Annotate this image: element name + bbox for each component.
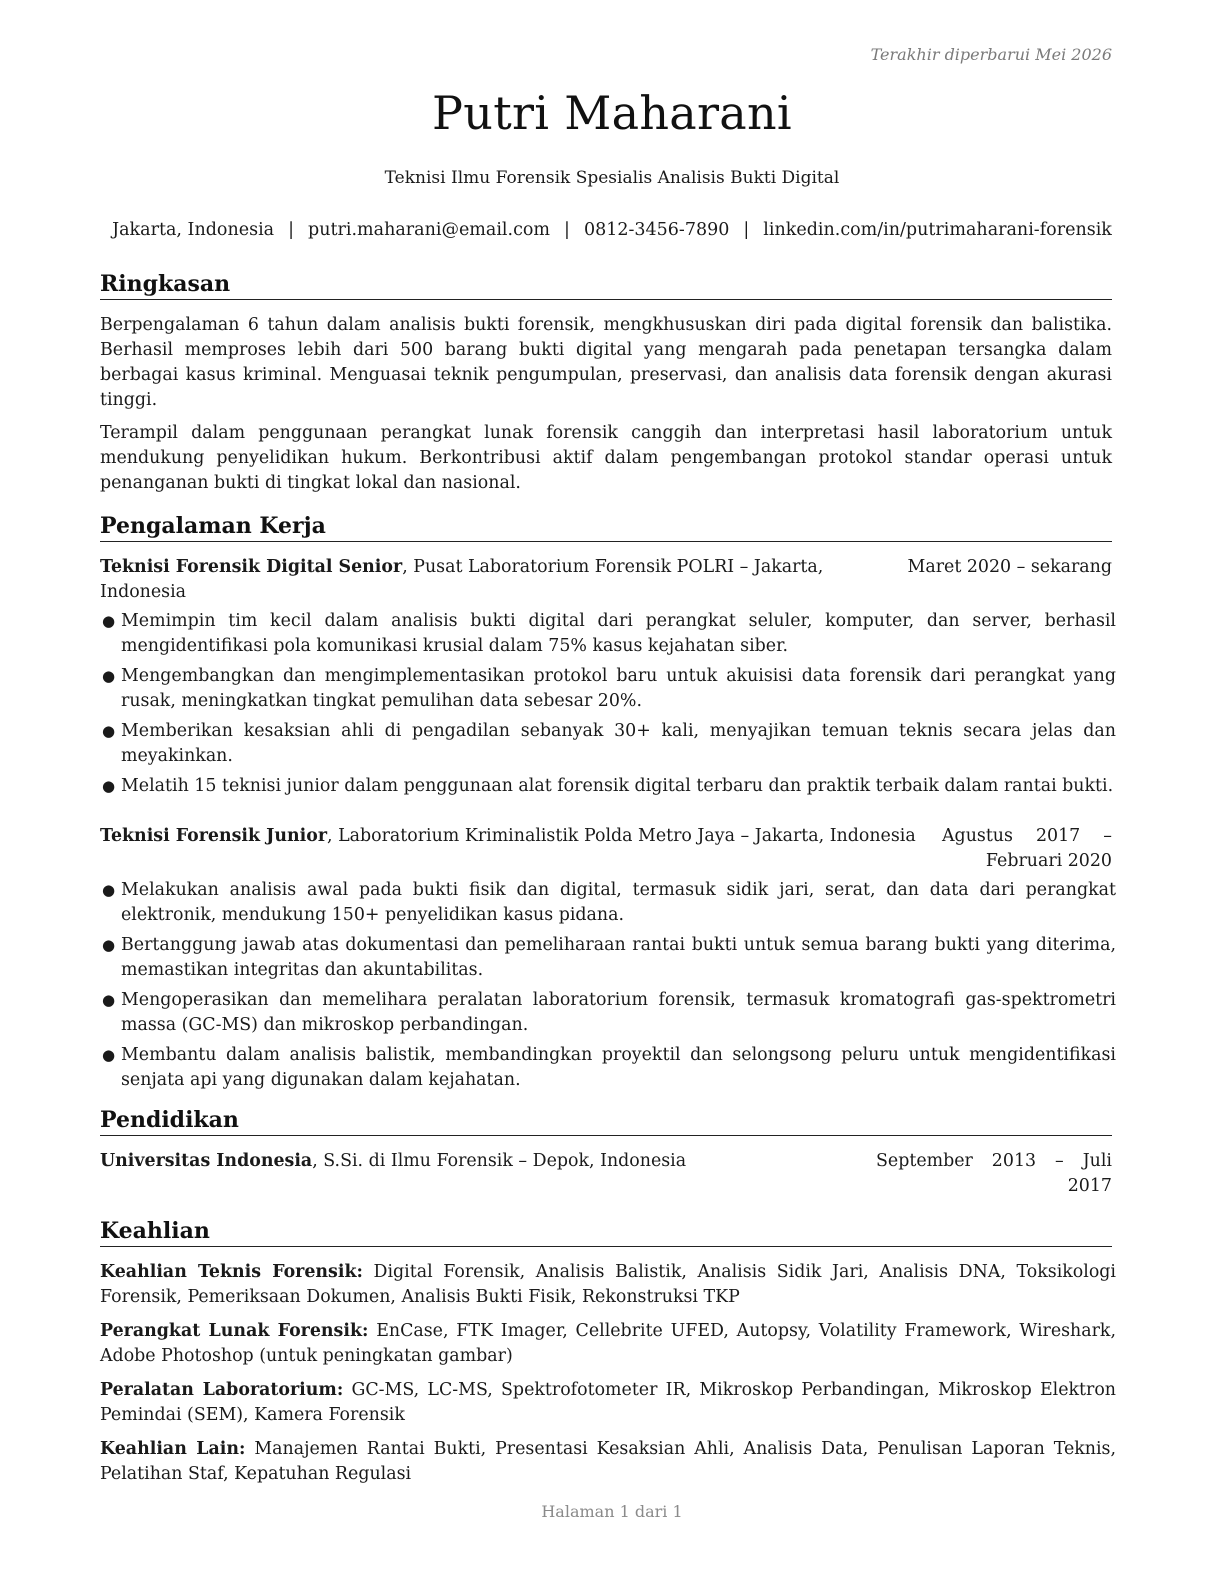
list-item: ● Melatih 15 teknisi junior dalam penggunaan alat forensik digital terbaru dan praktik terbaik dalam rantai bukti.: [102, 776, 1114, 796]
last-updated: Terakhir diperbarui Mei 2026: [870, 45, 1112, 64]
section-title-skills: Keahlian: [100, 1217, 1112, 1247]
job-role: Teknisi Forensik Digital Senior: [100, 557, 403, 577]
skill-label: Perangkat Lunak Forensik:: [100, 1321, 369, 1341]
list-item: ● Melakukan analisis awal pada bukti fisik dan digital, termasuk sidik jari, serat, dan data dari perangkat elektronik, mendukung 150+ penyelidikan kasus pidana.: [102, 880, 1116, 925]
skill-group: [100, 1260, 1116, 1310]
list-item: ● Mengoperasikan dan memelihara peralatan laboratorium forensik, termasuk kromatografi gas-spektrometri massa (GC-MS) dan mikroskop perbandingan.: [102, 990, 1116, 1035]
list-item: ● Memberikan kesaksian ahli di pengadilan sebanyak 30+ kali, menyajikan temuan teknis secara jelas dan meyakinkan.: [102, 721, 1116, 766]
summary-paragraph: Terampil dalam penggunaan perangkat lunak forensik canggih dan interpretasi hasil laboratorium untuk mendukung penyelidikan hukum. Berkontribusi aktif dalam pengembangan protokol standar operasi untuk penanganan bukti di tingkat lokal dan nasional.: [100, 423, 1112, 493]
job-entry: [100, 824, 1116, 1093]
list-item: ● Memimpin tim kecil dalam analisis bukti digital dari perangkat seluler, komputer, dan server, berhasil mengidentifikasi pola komunikasi krusial dalam 75% kasus kejahatan siber.: [102, 611, 1116, 656]
job-org: , Pusat Laboratorium Forensik POLRI – Jakarta, Indonesia: [100, 557, 824, 602]
summary-paragraph: Berpengalaman 6 tahun dalam analisis bukti forensik, mengkhususkan diri pada digital forensik dan balistika. Berhasil memproses lebih dari 500 barang bukti digital yang mengarah pada penetapan tersangka dalam berbagai kasus kriminal. Menguasai teknik pengumpulan, preservasi, dan analisis data forensik dengan akurasi tinggi.: [100, 315, 1112, 410]
education-school: Universitas Indonesia: [100, 1151, 313, 1171]
education-period: September 2013 – Juli 2017: [876, 1151, 1112, 1196]
education-section: [100, 1106, 1112, 1199]
contact-line: [0, 220, 1224, 240]
experience-section: [100, 512, 1116, 1093]
contact-linkedin[interactable]: linkedin.com/in/putrimaharani-forensik: [763, 220, 1112, 240]
job-header: [100, 824, 1112, 874]
contact-phone: 0812-3456-7890: [583, 220, 730, 240]
job-bullets: [100, 609, 1116, 799]
skill-label: Keahlian Lain:: [100, 1439, 246, 1459]
job-entry: [100, 555, 1116, 799]
job-period: Maret 2020 – sekarang: [907, 557, 1112, 577]
list-item: ● Bertanggung jawab atas dokumentasi dan pemeliharaan rantai bukti untuk semua barang bukti yang diterima, memastikan integritas dan akuntabilitas.: [102, 935, 1116, 980]
contact-separator: |: [564, 220, 570, 240]
contact-separator: |: [743, 220, 750, 240]
section-title-experience: Pengalaman Kerja: [100, 512, 1112, 542]
candidate-name: Putri Maharani: [432, 86, 792, 140]
contact-separator: |: [288, 220, 295, 240]
resume-content: [100, 270, 1116, 1496]
section-title-summary: Ringkasan: [100, 270, 1112, 300]
job-period: Agustus 2017 – Februari 2020: [942, 826, 1112, 871]
skill-group: [100, 1437, 1116, 1487]
skill-label: Peralatan Laboratorium:: [100, 1380, 344, 1400]
skill-text: GC-MS, LC-MS, Spektrofotometer IR, Mikroskop Perbandingan, Mikroskop Elektron Pemindai (SEM), Kamera Forensik: [100, 1380, 1116, 1425]
candidate-tagline: Teknisi Ilmu Forensik Spesialis Analisis Bukti Digital: [384, 168, 840, 188]
contact-location: Jakarta, Indonesia: [112, 220, 275, 240]
job-bullets: [100, 878, 1116, 1093]
page-number: Halaman 1 dari 1: [541, 1502, 683, 1521]
job-header: [100, 555, 1112, 605]
education-entry: [100, 1149, 1112, 1199]
skill-label: Keahlian Teknis Forensik:: [100, 1262, 363, 1282]
skill-text: Digital Forensik, Analisis Balistik, Analisis Sidik Jari, Analisis DNA, Toksikologi Forensik, Pemeriksaan Dokumen, Analisis Bukti Fisik, Rekonstruksi TKP: [100, 1262, 1116, 1307]
skill-group: [100, 1319, 1116, 1369]
skill-text: EnCase, FTK Imager, Cellebrite UFED, Autopsy, Volatility Framework, Wireshark, Adobe Photoshop (untuk peningkatan gambar): [100, 1321, 1116, 1366]
skill-group: [100, 1378, 1116, 1428]
job-role: Teknisi Forensik Junior: [100, 826, 328, 846]
skill-text: Manajemen Rantai Bukti, Presentasi Kesaksian Ahli, Analisis Data, Penulisan Laporan Teknis, Pelatihan Staf, Kepatuhan Regulasi: [100, 1439, 1116, 1484]
list-item: ● Mengembangkan dan mengimplementasikan protokol baru untuk akuisisi data forensik dari perangkat yang rusak, meningkatkan tingkat pemulihan data sebesar 20%.: [102, 666, 1116, 711]
list-item: ● Membantu dalam analisis balistik, membandingkan proyektil dan selongsong peluru untuk mengidentifikasi senjata api yang digunakan dalam kejahatan.: [102, 1045, 1116, 1090]
summary-section: [100, 270, 1112, 496]
contact-email[interactable]: putri.maharani@email.com: [308, 220, 551, 240]
education-degree: , S.Si. di Ilmu Forensik – Depok, Indonesia: [312, 1151, 687, 1171]
skills-section: [100, 1217, 1116, 1487]
job-org: , Laboratorium Kriminalistik Polda Metro Jaya – Jakarta, Indonesia: [327, 826, 916, 846]
section-title-education: Pendidikan: [100, 1106, 1112, 1136]
